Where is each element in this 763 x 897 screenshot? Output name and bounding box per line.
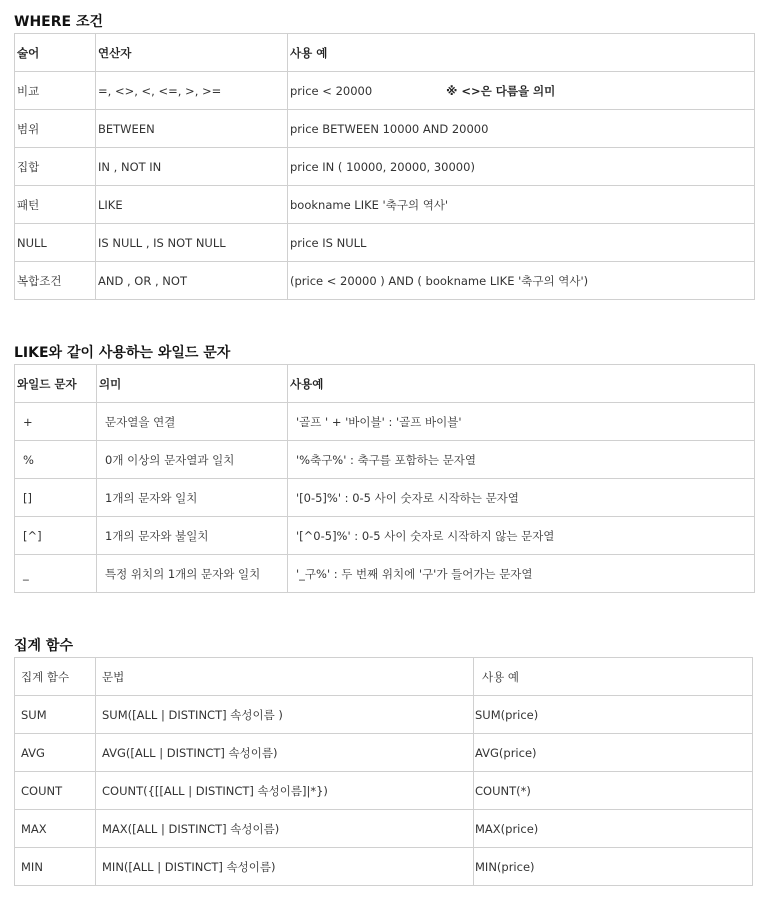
- example-cell: '[^0-5]%' : 0-5 사이 숫자로 시작하지 않는 문자열: [288, 517, 755, 555]
- example-cell: COUNT(*): [474, 772, 753, 810]
- operator-cell: AND , OR , NOT: [96, 262, 288, 300]
- aggregate-section-title: 집계 함수: [14, 638, 73, 654]
- example-cell: '_구%' : 두 번째 위치에 '구'가 들어가는 문자열: [288, 555, 755, 593]
- wildcard-cell: +: [15, 403, 97, 441]
- meaning-cell: 특정 위치의 1개의 문자와 일치: [97, 555, 288, 593]
- example-cell: '골프 ' + '바이블' : '골프 바이블': [288, 403, 755, 441]
- table-row: [15, 441, 755, 479]
- where-section-title: WHERE 조건: [14, 14, 103, 30]
- table-row: [15, 479, 755, 517]
- wildcard-cell: [^]: [15, 517, 97, 555]
- header-cell: 술어: [15, 34, 96, 72]
- function-cell: AVG: [15, 734, 96, 772]
- example-cell: AVG(price): [474, 734, 753, 772]
- table-row: [15, 148, 755, 186]
- example-cell: price IN ( 10000, 20000, 30000): [288, 148, 755, 186]
- function-cell: COUNT: [15, 772, 96, 810]
- aggregate-functions-table: [14, 657, 753, 886]
- example-cell: bookname LIKE '축구의 역사': [288, 186, 755, 224]
- syntax-cell: COUNT({[[ALL | DISTINCT] 속성이름]|*}): [96, 772, 474, 810]
- table-header-row: [15, 34, 755, 72]
- example-cell: '[0-5]%' : 0-5 사이 숫자로 시작하는 문자열: [288, 479, 755, 517]
- example-cell: MAX(price): [474, 810, 753, 848]
- table-row: [15, 734, 753, 772]
- syntax-cell: MAX([ALL | DISTINCT] 속성이름): [96, 810, 474, 848]
- table-row: [15, 72, 755, 110]
- function-cell: MAX: [15, 810, 96, 848]
- example-cell: '%축구%' : 축구를 포함하는 문자열: [288, 441, 755, 479]
- operator-cell: BETWEEN: [96, 110, 288, 148]
- operator-cell: =, <>, <, <=, >, >=: [96, 72, 288, 110]
- term-cell: 범위: [15, 110, 96, 148]
- header-cell: 사용예: [288, 365, 755, 403]
- term-cell: 집합: [15, 148, 96, 186]
- header-cell: 문법: [96, 658, 474, 696]
- header-cell: 와일드 문자: [15, 365, 97, 403]
- term-cell: 복합조건: [15, 262, 96, 300]
- header-cell: 의미: [97, 365, 288, 403]
- header-cell: 사용 예: [474, 658, 753, 696]
- example-cell: price IS NULL: [288, 224, 755, 262]
- operator-cell: LIKE: [96, 186, 288, 224]
- table-row: [15, 696, 753, 734]
- table-row: [15, 110, 755, 148]
- term-cell: 비교: [15, 72, 96, 110]
- like-section-title: LIKE와 같이 사용하는 와일드 문자: [14, 345, 231, 361]
- table-row: [15, 262, 755, 300]
- where-conditions-table: [14, 33, 755, 300]
- table-header-row: [15, 365, 755, 403]
- table-row: [15, 224, 755, 262]
- table-row: [15, 848, 753, 886]
- example-text: price < 20000: [290, 83, 373, 98]
- note-text: ※ <>은 다름을 의미: [446, 83, 556, 98]
- function-cell: SUM: [15, 696, 96, 734]
- table-row: [15, 810, 753, 848]
- term-cell: 패턴: [15, 186, 96, 224]
- wildcard-cell: %: [15, 441, 97, 479]
- function-cell: MIN: [15, 848, 96, 886]
- example-cell: (price < 20000 ) AND ( bookname LIKE '축구의 역사'): [288, 262, 755, 300]
- meaning-cell: 1개의 문자와 불일치: [97, 517, 288, 555]
- header-cell: 집계 함수: [15, 658, 96, 696]
- table-row: [15, 403, 755, 441]
- table-row: [15, 555, 755, 593]
- wildcard-cell: _: [15, 555, 97, 593]
- header-cell: 연산자: [96, 34, 288, 72]
- syntax-cell: MIN([ALL | DISTINCT] 속성이름): [96, 848, 474, 886]
- example-cell: MIN(price): [474, 848, 753, 886]
- table-row: [15, 517, 755, 555]
- meaning-cell: 0개 이상의 문자열과 일치: [97, 441, 288, 479]
- table-row: [15, 772, 753, 810]
- table-row: [15, 186, 755, 224]
- meaning-cell: 1개의 문자와 일치: [97, 479, 288, 517]
- table-header-row: [15, 658, 753, 696]
- syntax-cell: SUM([ALL | DISTINCT] 속성이름 ): [96, 696, 474, 734]
- example-cell: [288, 72, 755, 110]
- example-cell: SUM(price): [474, 696, 753, 734]
- wildcard-cell: []: [15, 479, 97, 517]
- syntax-cell: AVG([ALL | DISTINCT] 속성이름): [96, 734, 474, 772]
- meaning-cell: 문자열을 연결: [97, 403, 288, 441]
- operator-cell: IS NULL , IS NOT NULL: [96, 224, 288, 262]
- operator-cell: IN , NOT IN: [96, 148, 288, 186]
- example-cell: price BETWEEN 10000 AND 20000: [288, 110, 755, 148]
- wildcard-table: [14, 364, 755, 593]
- term-cell: NULL: [15, 224, 96, 262]
- header-cell: 사용 예: [288, 34, 755, 72]
